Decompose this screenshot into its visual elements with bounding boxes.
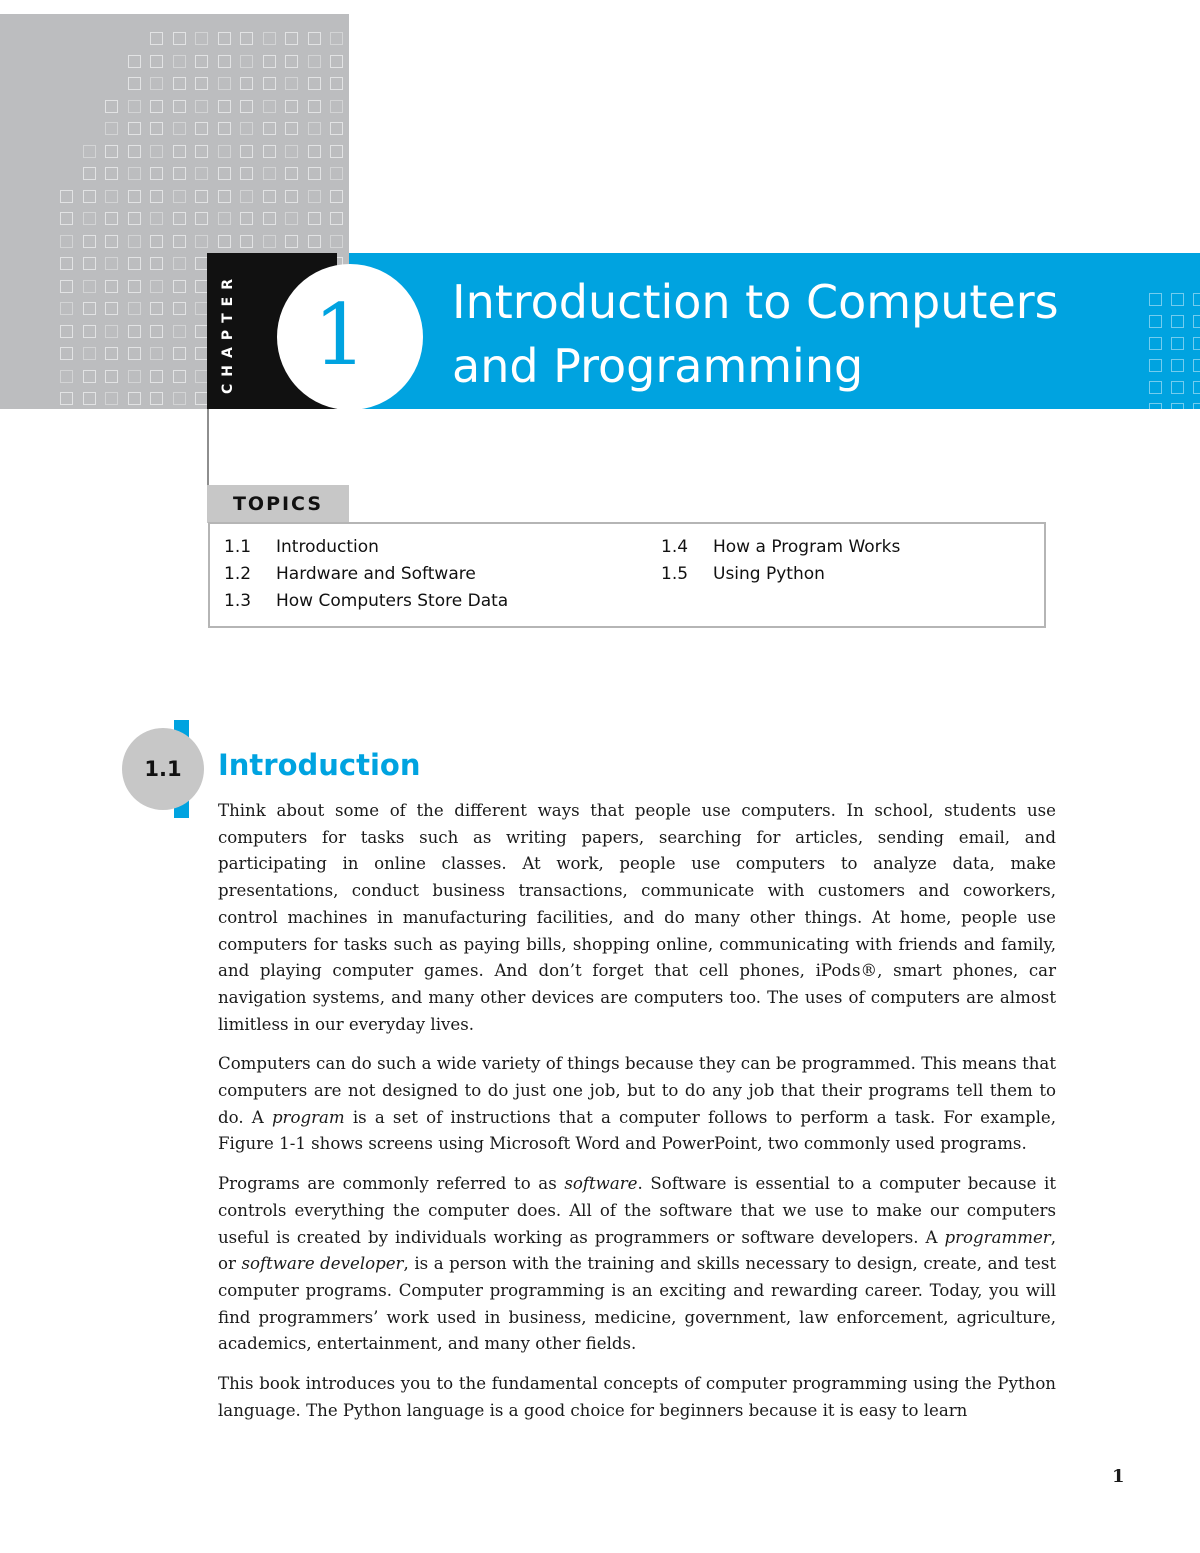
pattern-square <box>83 370 96 383</box>
section-title: Introduction <box>218 748 421 782</box>
text-run: is a set of instructions that a computer follows to perform a task. For example, Figure 1-1 shows screens using Microsoft Word and PowerPoint, two commonly used programs. <box>218 1107 1056 1154</box>
topics-heading: TOPICS <box>207 485 349 523</box>
pattern-square <box>150 77 163 90</box>
pattern-square <box>330 145 343 158</box>
pattern-square <box>60 347 73 360</box>
chapter-label-text: CHAPTER <box>220 271 237 394</box>
pattern-square <box>195 145 208 158</box>
pattern-square <box>330 122 343 135</box>
chapter-title-line2: and Programming <box>452 339 864 393</box>
pattern-square <box>150 122 163 135</box>
pattern-square <box>263 55 276 68</box>
topic-label: Introduction <box>276 537 379 557</box>
pattern-square <box>60 212 73 225</box>
pattern-square <box>83 347 96 360</box>
pattern-square <box>128 370 141 383</box>
pattern-square <box>218 235 231 248</box>
pattern-square <box>150 145 163 158</box>
pattern-square <box>83 280 96 293</box>
text-run: . Software is essential to a computer because it controls everything the computer does. All of the software that we use to make our computers useful is created by individuals working as programmers or software developers. A <box>218 1174 1056 1247</box>
pattern-square <box>285 100 298 113</box>
pattern-square <box>83 257 96 270</box>
pattern-square <box>105 190 118 203</box>
pattern-square <box>105 100 118 113</box>
pattern-square <box>218 145 231 158</box>
pattern-square <box>173 257 186 270</box>
pattern-square <box>105 257 118 270</box>
pattern-square <box>150 302 163 315</box>
topics-box <box>208 522 1046 628</box>
pattern-square <box>128 100 141 113</box>
pattern-square <box>240 212 253 225</box>
pattern-square <box>150 280 163 293</box>
pattern-square <box>330 212 343 225</box>
pattern-square <box>263 190 276 203</box>
pattern-square <box>218 212 231 225</box>
text-run: Programs are commonly referred to as <box>218 1174 565 1194</box>
pattern-square <box>1193 315 1200 328</box>
pattern-square <box>60 392 73 405</box>
topic-item <box>661 537 900 557</box>
pattern-square <box>60 302 73 315</box>
pattern-square <box>263 100 276 113</box>
pattern-square <box>263 32 276 45</box>
emphasized-term: software <box>564 1174 638 1194</box>
pattern-square <box>330 100 343 113</box>
body-paragraph <box>218 1371 1056 1424</box>
chapter-title <box>452 270 1192 398</box>
pattern-square <box>128 122 141 135</box>
pattern-square <box>240 167 253 180</box>
pattern-square <box>173 325 186 338</box>
pattern-square <box>105 302 118 315</box>
topic-item <box>661 564 825 584</box>
pattern-square <box>330 190 343 203</box>
text-run: This book introduces you to the fundamental concepts of computer programming using the Python language. The Python language is a good choice for beginners because it is easy to learn <box>218 1374 1056 1420</box>
topic-item <box>224 564 476 584</box>
pattern-square <box>173 392 186 405</box>
pattern-square <box>128 77 141 90</box>
pattern-square <box>60 257 73 270</box>
topic-number: 1.3 <box>224 591 252 611</box>
pattern-square <box>195 122 208 135</box>
pattern-square <box>150 55 163 68</box>
pattern-square <box>150 235 163 248</box>
pattern-square <box>173 370 186 383</box>
pattern-square <box>240 122 253 135</box>
pattern-square <box>105 347 118 360</box>
pattern-square <box>330 167 343 180</box>
pattern-square <box>240 55 253 68</box>
pattern-square <box>128 190 141 203</box>
pattern-square <box>263 77 276 90</box>
chapter-number: 1 <box>313 286 367 384</box>
pattern-square <box>308 55 321 68</box>
pattern-square <box>128 347 141 360</box>
pattern-square <box>1193 359 1200 372</box>
pattern-square <box>330 77 343 90</box>
emphasized-term: software developer <box>241 1254 404 1274</box>
page-number: 1 <box>1112 1466 1125 1487</box>
pattern-square <box>105 122 118 135</box>
topic-label: Hardware and Software <box>276 564 476 584</box>
pattern-square <box>330 55 343 68</box>
pattern-square <box>285 235 298 248</box>
emphasized-term: programmer <box>944 1227 1051 1247</box>
pattern-square <box>128 280 141 293</box>
pattern-square <box>1149 403 1162 409</box>
pattern-square <box>218 167 231 180</box>
pattern-square <box>128 325 141 338</box>
pattern-square <box>105 212 118 225</box>
pattern-square <box>150 212 163 225</box>
pattern-square <box>308 190 321 203</box>
pattern-square <box>308 32 321 45</box>
topic-number: 1.5 <box>661 564 689 584</box>
text-run: Computers can do such a wide variety of things because they can be programmed. This means that computers are not designed to do just one job, but to do any job that their programs tell them to do. A <box>218 1054 1056 1127</box>
pattern-square <box>330 32 343 45</box>
pattern-square <box>128 212 141 225</box>
pattern-square <box>195 77 208 90</box>
pattern-square <box>83 212 96 225</box>
pattern-square <box>150 190 163 203</box>
pattern-square <box>173 212 186 225</box>
pattern-square <box>1171 403 1184 409</box>
pattern-square <box>60 235 73 248</box>
pattern-square <box>218 122 231 135</box>
pattern-square <box>240 100 253 113</box>
pattern-square <box>330 235 343 248</box>
pattern-square <box>263 212 276 225</box>
chapter-number-circle <box>277 264 423 410</box>
pattern-square <box>173 280 186 293</box>
body-paragraph <box>218 1051 1056 1158</box>
body-paragraph <box>218 1171 1056 1358</box>
pattern-square <box>285 167 298 180</box>
body-paragraph <box>218 798 1056 1038</box>
pattern-square <box>128 392 141 405</box>
pattern-square <box>150 325 163 338</box>
pattern-square <box>173 167 186 180</box>
pattern-square <box>195 212 208 225</box>
pattern-square <box>105 392 118 405</box>
pattern-square <box>308 235 321 248</box>
topic-item <box>224 537 379 557</box>
text-run: , is a person with the training and skills necessary to design, create, and test computer programs. Computer programming is an exciting and rewarding career. Today, you will find programmers’ work used in business, medicine, government, law enforcement, agriculture, academics, entertainment, and many other fields. <box>218 1254 1056 1354</box>
pattern-square <box>105 325 118 338</box>
pattern-square <box>308 212 321 225</box>
pattern-square <box>83 190 96 203</box>
pattern-square <box>1193 337 1200 350</box>
pattern-square <box>60 280 73 293</box>
topic-label: How Computers Store Data <box>276 591 509 611</box>
text-run: Think about some of the different ways that people use computers. In school, students use computers for tasks such as writing papers, searching for articles, sending email, and participating in online classes. At work, people use computers to analyze data, make presentations, conduct business transactions, communicate with customers and coworkers, control machines in manufacturing facilities, and do many other things. At home, people use computers for tasks such as paying bills, shopping online, communicating with friends and family, and playing computer games. And don’t forget that cell phones, iPods®, smart phones, car navigation systems, and many other devices are computers too. The uses of computers are almost limitless in our everyday lives. <box>218 801 1056 1034</box>
divider <box>207 409 209 491</box>
section-body <box>218 798 1056 1437</box>
pattern-square <box>83 145 96 158</box>
pattern-square <box>83 167 96 180</box>
pattern-square <box>240 77 253 90</box>
pattern-square <box>285 32 298 45</box>
pattern-square <box>60 190 73 203</box>
pattern-square <box>150 257 163 270</box>
pattern-square <box>105 167 118 180</box>
topic-label: Using Python <box>713 564 825 584</box>
pattern-square <box>128 257 141 270</box>
pattern-square <box>173 122 186 135</box>
pattern-square <box>83 302 96 315</box>
pattern-square <box>263 145 276 158</box>
pattern-square <box>195 167 208 180</box>
topic-number: 1.1 <box>224 537 252 557</box>
pattern-square <box>150 167 163 180</box>
pattern-square <box>1193 403 1200 409</box>
pattern-square <box>150 32 163 45</box>
pattern-square <box>240 190 253 203</box>
topic-item <box>224 591 508 611</box>
pattern-square <box>218 32 231 45</box>
pattern-square <box>105 145 118 158</box>
pattern-square <box>173 32 186 45</box>
pattern-square <box>195 55 208 68</box>
pattern-square <box>285 55 298 68</box>
pattern-square <box>173 100 186 113</box>
pattern-square <box>285 122 298 135</box>
pattern-square <box>173 235 186 248</box>
pattern-square <box>105 280 118 293</box>
pattern-square <box>1193 381 1200 394</box>
pattern-square <box>308 145 321 158</box>
pattern-square <box>195 190 208 203</box>
pattern-square <box>173 145 186 158</box>
pattern-square <box>218 77 231 90</box>
pattern-square <box>195 32 208 45</box>
pattern-square <box>195 100 208 113</box>
pattern-square <box>150 392 163 405</box>
pattern-square <box>173 302 186 315</box>
pattern-square <box>218 190 231 203</box>
pattern-square <box>240 32 253 45</box>
pattern-square <box>105 235 118 248</box>
pattern-square <box>150 100 163 113</box>
pattern-square <box>263 122 276 135</box>
pattern-square <box>240 145 253 158</box>
topic-number: 1.4 <box>661 537 689 557</box>
pattern-square <box>128 235 141 248</box>
pattern-square <box>83 325 96 338</box>
pattern-square <box>128 302 141 315</box>
pattern-square <box>195 235 208 248</box>
pattern-square <box>218 100 231 113</box>
pattern-square <box>83 235 96 248</box>
pattern-square <box>308 122 321 135</box>
section-number-badge: 1.1 <box>122 728 204 810</box>
pattern-square <box>128 167 141 180</box>
pattern-square <box>263 235 276 248</box>
pattern-square <box>285 190 298 203</box>
pattern-square <box>285 145 298 158</box>
pattern-square <box>105 370 118 383</box>
pattern-square <box>173 190 186 203</box>
pattern-square <box>150 370 163 383</box>
pattern-square <box>173 347 186 360</box>
pattern-square <box>173 77 186 90</box>
topic-number: 1.2 <box>224 564 252 584</box>
pattern-square <box>150 347 163 360</box>
text-run: , or <box>218 1227 1056 1274</box>
pattern-square <box>60 370 73 383</box>
pattern-square <box>128 55 141 68</box>
pattern-square <box>308 77 321 90</box>
chapter-label <box>213 265 243 400</box>
emphasized-term: program <box>271 1107 345 1127</box>
pattern-square <box>308 100 321 113</box>
topic-label: How a Program Works <box>713 537 901 557</box>
pattern-square <box>263 167 276 180</box>
pattern-square <box>128 145 141 158</box>
pattern-square <box>308 167 321 180</box>
pattern-square <box>240 235 253 248</box>
pattern-square <box>173 55 186 68</box>
pattern-square <box>218 55 231 68</box>
pattern-square <box>285 212 298 225</box>
pattern-square <box>1193 293 1200 306</box>
pattern-square <box>285 77 298 90</box>
pattern-square <box>60 325 73 338</box>
chapter-title-line1: Introduction to Computers <box>452 275 1059 329</box>
pattern-square <box>83 392 96 405</box>
